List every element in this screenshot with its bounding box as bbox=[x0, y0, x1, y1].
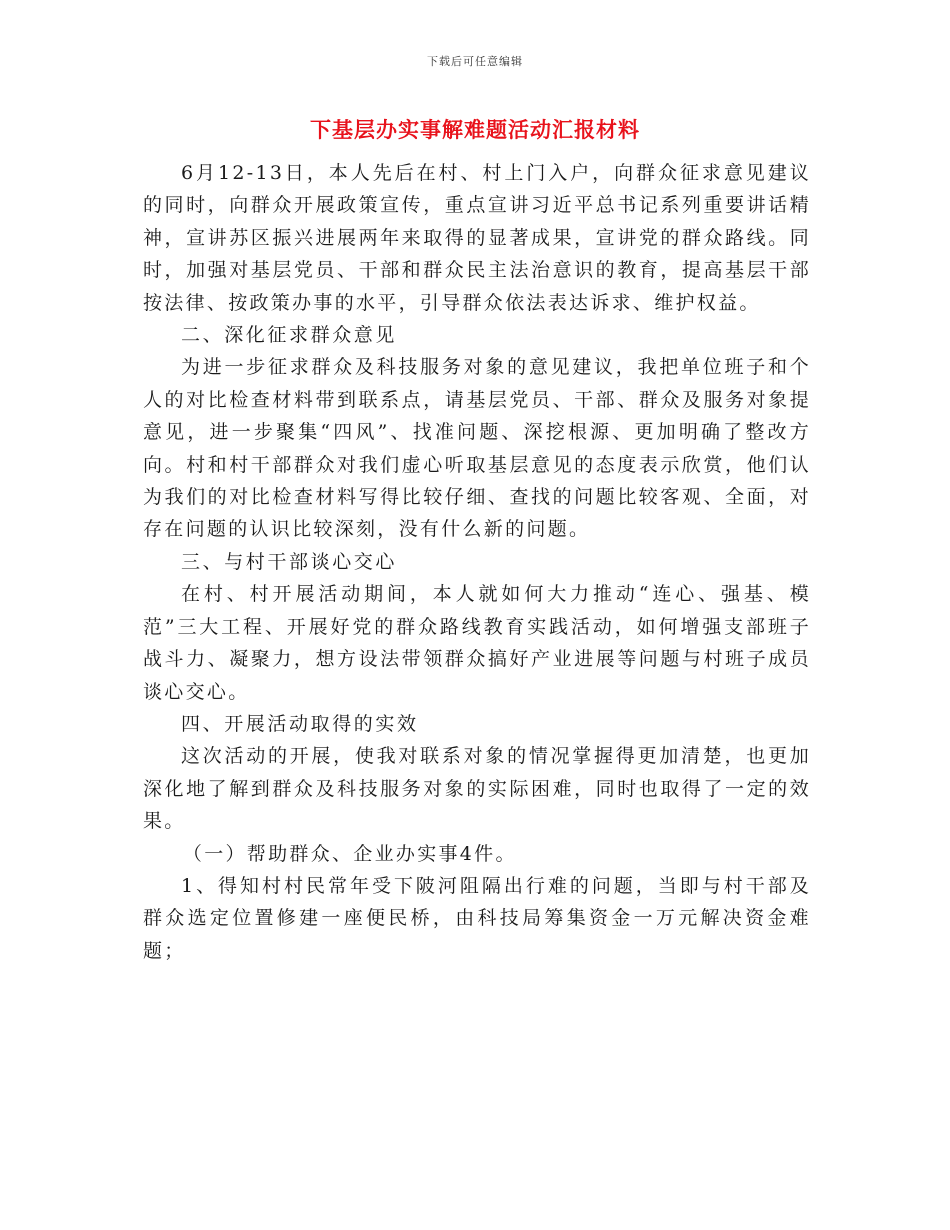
paragraph-intro: 6月12-13日，本人先后在村、村上门入户，向群众征求意见建议的同时，向群众开展政策宣传，重点宣讲习近平总书记系列重要讲话精神，宣讲苏区振兴进展两年来取得的显著成果，宣讲党的群众路线。同时，加强对基层党员、干部和群众民主法治意识的教育，提高基层干部按法律、按政策办事的水平，引导群众依法表达诉求、维护权益。 bbox=[143, 162, 811, 314]
header-note: 下载后可任意编辑 bbox=[427, 55, 523, 68]
paragraph-section-2: 为进一步征求群众及科技服务对象的意见建议，我把单位班子和个人的对比检查材料带到联系点，请基层党员、干部、群众及服务对象提意见，进一步聚集“四风”、找准问题、深挖根源、更加明确了整改方向。村和村干部群众对我们虚心听取基层意见的态度表示欣赏，他们认为我们的对比检查材料写得比较仔细、查找的问题比较客观、全面，对存在问题的认识比较深刻，没有什么新的问题。 bbox=[143, 356, 811, 541]
paragraph-section-3: 在村、村开展活动期间，本人就如何大力推动“连心、强基、模范”三大工程、开展好党的群众路线教育实践活动，如何增强支部班子战斗力、凝聚力，想方设法带领群众搞好产业进展等问题与村班子成员谈心交心。 bbox=[143, 583, 811, 703]
document-title: 下基层办实事解难题活动汇报材料 bbox=[310, 117, 640, 142]
paragraph-item-1: 1、得知村村民常年受下陂河阻隔出行难的问题，当即与村干部及群众选定位置修建一座便民桥，由科技局筹集资金一万元解决资金难题； bbox=[143, 874, 811, 962]
document-body bbox=[143, 157, 811, 967]
section-heading-3: 三、与村干部谈心交心 bbox=[181, 550, 398, 573]
section-heading-2: 二、深化征求群众意见 bbox=[181, 324, 398, 347]
section-heading-4: 四、开展活动取得的实效 bbox=[181, 712, 419, 735]
paragraph-section-4: 这次活动的开展，使我对联系对象的情况掌握得更加清楚，也更加深化地了解到群众及科技服务对象的实际困难，同时也取得了一定的效果。 bbox=[143, 745, 811, 833]
subsection-heading-1: （一）帮助群众、企业办实事4件。 bbox=[182, 842, 517, 865]
